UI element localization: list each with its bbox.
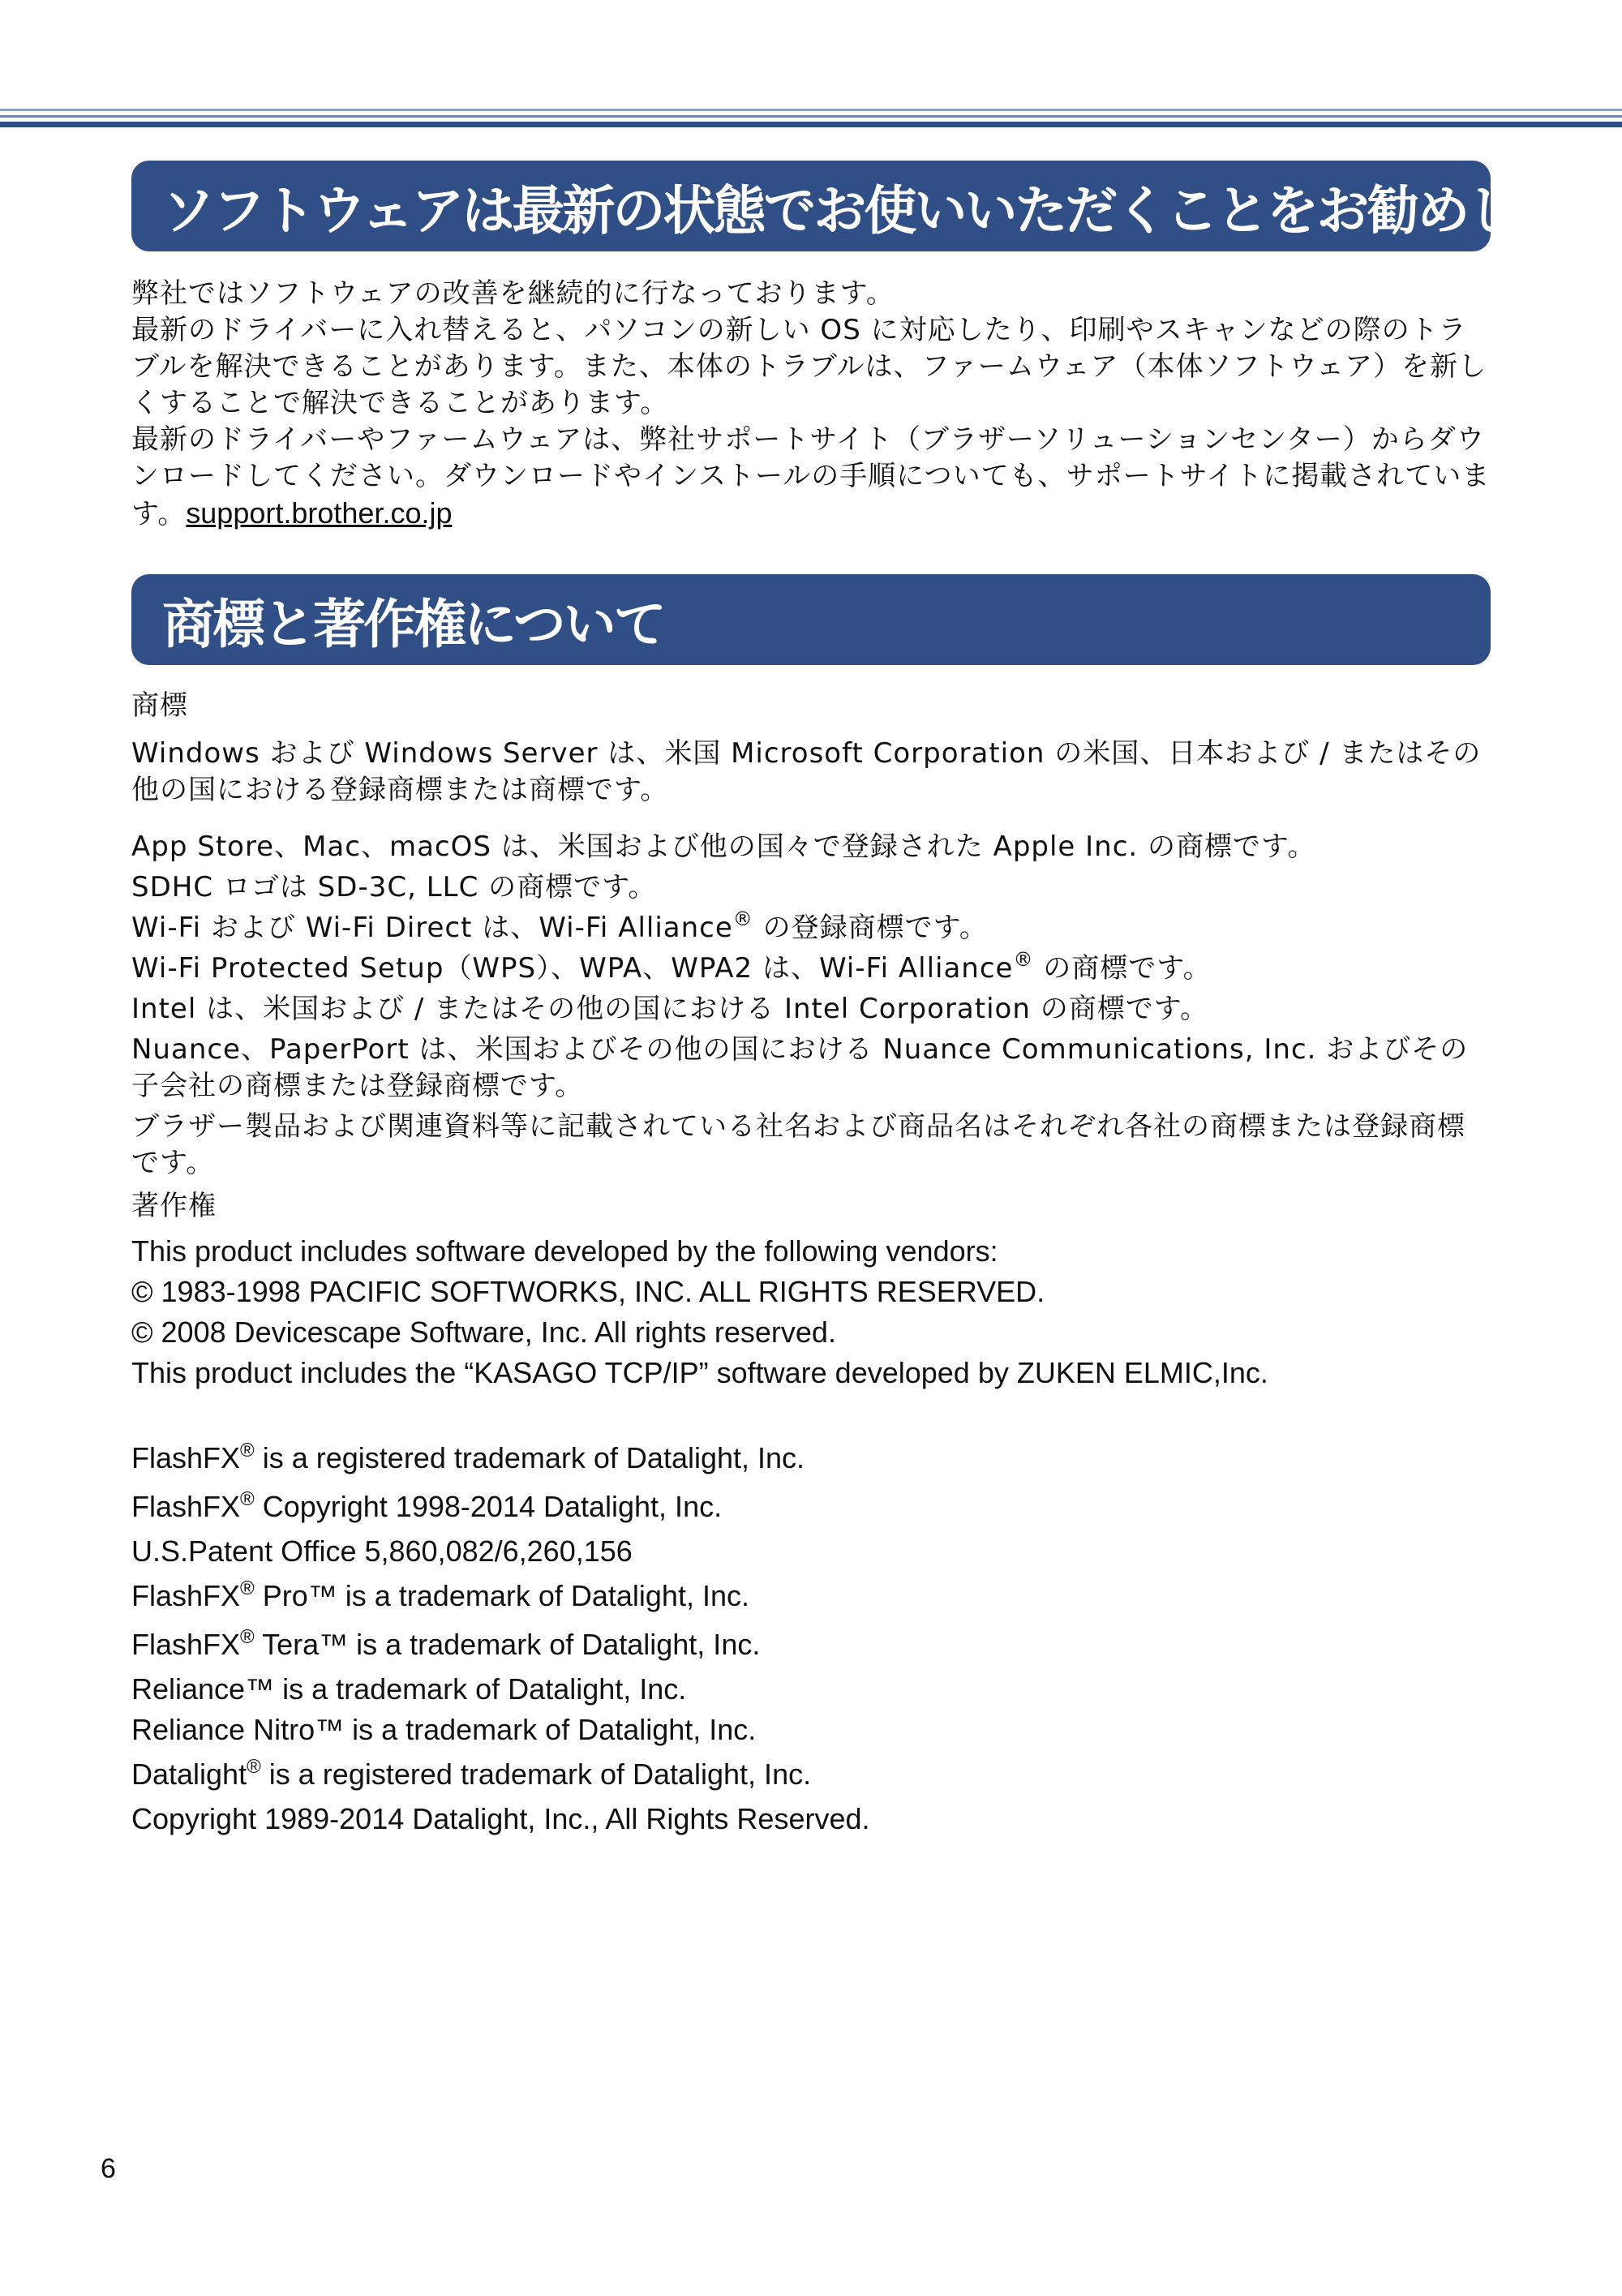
page-number: 6: [101, 2153, 116, 2184]
product-name: FlashFX: [131, 1490, 241, 1523]
registered-mark: ®: [240, 1440, 255, 1461]
copyright-line: [131, 1434, 1491, 1483]
copyright-line: [131, 1483, 1491, 1531]
registered-mark: ®: [240, 1488, 255, 1510]
paragraph-text: 最新のドライバーやファームウェアは、弊社サポートサイト（ブラザーソリューションセンター）からダウンロードしてください。ダウンロードやインストールの手順についても、サポートサイトに掲載されています。: [131, 423, 1491, 530]
product-name: FlashFX: [131, 1579, 241, 1612]
copyright-line: Reliance™ is a trademark of Datalight, Inc.: [131, 1672, 687, 1706]
trademark-item: Windows および Windows Server は、米国 Microsoft Corporation の米国、日本および / またはその他の国における登録商標または商標です。: [131, 737, 1482, 806]
section-title: ソフトウェアは最新の状態でお使いいただくことをお勧めします: [162, 181, 1619, 242]
paragraph: 最新のドライバーに入れ替えると、パソコンの新しい OS に対応したり、印刷やスキャンなどの際のトラブルを解決できることがあります。また、本体のトラブルは、ファームウェア（本体ソフトウェア）を新しくすることで解決できることがあります。: [131, 314, 1487, 419]
copyright-line: [131, 1750, 1491, 1799]
header-rule-thin: [0, 109, 1622, 111]
registered-mark: ®: [240, 1577, 255, 1599]
support-link[interactable]: support.brother.co.jp: [186, 496, 453, 530]
intro-text: [131, 276, 1491, 533]
copyright-line: [131, 1620, 1491, 1669]
trademarks-section: [131, 688, 1491, 1186]
product-name: Datalight: [131, 1757, 247, 1791]
product-name: FlashFX: [131, 1441, 241, 1474]
trademark-item: ブラザー製品および関連資料等に記載されている社名および商品名はそれぞれ各社の商標または登録商標です。: [131, 1110, 1465, 1179]
registered-mark: ®: [240, 1626, 255, 1648]
paragraph: [131, 422, 1491, 533]
trademark-item: SDHC ロゴは SD-3C, LLC の商標です。: [131, 871, 657, 903]
trademark-text: の登録商標です。: [753, 912, 988, 944]
trademark-item: [131, 948, 1491, 987]
copyright-text: is a registered trademark of Datalight, Inc.: [260, 1757, 812, 1791]
copyright-text: Copyright 1998-2014 Datalight, Inc.: [254, 1490, 723, 1523]
copyright-line: This product includes software developed by the following vendors:: [131, 1234, 998, 1268]
trademarks-heading: 商標: [131, 689, 188, 722]
registered-mark: ®: [1013, 948, 1034, 971]
header-rule-thin: [0, 115, 1622, 118]
header-rules: [0, 109, 1622, 127]
section-title: 商標と著作権について: [162, 594, 664, 655]
paragraph: 弊社ではソフトウェアの改善を継続的に行なっております。: [131, 277, 895, 310]
copyright-text: is a registered trademark of Datalight, Inc.: [254, 1441, 805, 1474]
copyright-line: © 1983-1998 PACIFIC SOFTWORKS, INC. ALL RIGHTS RESERVED.: [131, 1275, 1045, 1308]
trademark-item: Intel は、米国および / またはその他の国における Intel Corporation の商標です。: [131, 993, 1208, 1025]
trademark-item: Nuance、PaperPort は、米国およびその他の国における Nuance Communications, Inc. およびその子会社の商標または登録商標です。: [131, 1033, 1469, 1102]
copyright-line: U.S.Patent Office 5,860,082/6,260,156: [131, 1534, 633, 1568]
section-banner-trademarks: [131, 574, 1491, 665]
registered-mark: ®: [247, 1756, 261, 1778]
trademark-text: Wi-Fi および Wi-Fi Direct は、Wi-Fi Alliance: [131, 912, 733, 944]
copyright-section: [131, 1186, 1491, 1839]
copyright-line: © 2008 Devicescape Software, Inc. All rights reserved.: [131, 1315, 836, 1349]
trademark-text: の商標です。: [1033, 952, 1212, 985]
copyright-text: Pro™ is a trademark of Datalight, Inc.: [254, 1579, 749, 1612]
copyright-heading: 著作権: [131, 1190, 217, 1222]
copyright-line: [131, 1572, 1491, 1620]
header-rule-thick: [0, 122, 1622, 127]
copyright-line: This product includes the “KASAGO TCP/IP” software developed by ZUKEN ELMIC,Inc.: [131, 1356, 1268, 1389]
copyright-line: Reliance Nitro™ is a trademark of Datalight, Inc.: [131, 1713, 757, 1746]
trademark-item: [131, 910, 1491, 946]
copyright-text: Tera™ is a trademark of Datalight, Inc.: [254, 1628, 761, 1661]
copyright-line: Copyright 1989-2014 Datalight, Inc., All Rights Reserved.: [131, 1802, 870, 1835]
product-name: FlashFX: [131, 1628, 241, 1661]
trademark-text: Wi-Fi Protected Setup（WPS）、WPA、WPA2 は、Wi-Fi Alliance: [131, 952, 1014, 985]
registered-mark: ®: [732, 908, 753, 930]
section-banner-software: [131, 161, 1619, 251]
trademark-item: App Store、Mac、macOS は、米国および他の国々で登録された Apple Inc. の商標です。: [131, 830, 1316, 863]
